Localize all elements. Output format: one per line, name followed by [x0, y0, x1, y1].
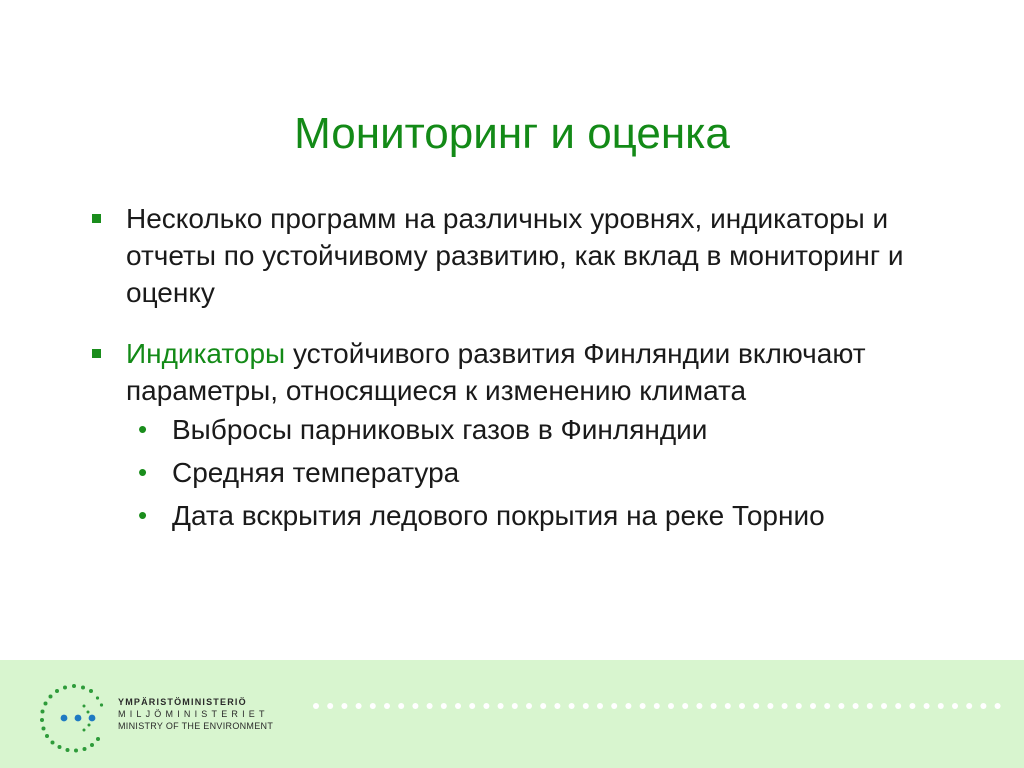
decorative-dot [924, 703, 930, 709]
decorative-dot [526, 703, 532, 709]
decorative-dot [455, 703, 461, 709]
decorative-dot [498, 703, 504, 709]
decorative-dot [767, 703, 773, 709]
decorative-dot [682, 703, 688, 709]
bullet-list [88, 200, 948, 558]
decorative-dot [909, 703, 915, 709]
decorative-dot [739, 703, 745, 709]
decorative-dot [356, 703, 362, 709]
bullet-item-indicators [88, 335, 948, 534]
decorative-dot [966, 703, 972, 709]
decorative-dot [327, 703, 333, 709]
decorative-dot [895, 703, 901, 709]
decorative-dot [483, 703, 489, 709]
decorative-dot [554, 703, 560, 709]
sub-bullet-item [126, 454, 948, 491]
decorative-dot [782, 703, 788, 709]
decorative-dot [853, 703, 859, 709]
decorative-dot [838, 703, 844, 709]
decorative-dot [995, 703, 1001, 709]
square-bullet-icon [92, 349, 101, 358]
decorative-dot [753, 703, 759, 709]
bullet-text: Несколько программ на различных уровнях, индикаторы и отчеты по устойчивому развитию, как вклад в мониторинг и оценку [126, 203, 904, 308]
decorative-dot [597, 703, 603, 709]
decorative-dot [640, 703, 646, 709]
decorative-dot [469, 703, 475, 709]
ministry-name-english: MINISTRY OF THE ENVIRONMENT [118, 721, 274, 731]
decorative-dot [952, 703, 958, 709]
decorative-dot [696, 703, 702, 709]
decorative-dot [668, 703, 674, 709]
sub-bullet-list [126, 411, 948, 534]
dot-bullet-icon: • [138, 414, 148, 444]
decorative-dot [796, 703, 802, 709]
ministry-name [118, 696, 273, 732]
sub-bullet-item [126, 497, 948, 534]
square-bullet-icon [92, 214, 101, 223]
ministry-logo-icon [34, 678, 114, 758]
bullet-highlight: Индикаторы [126, 338, 286, 369]
decorative-dot [711, 703, 717, 709]
decorative-dot [441, 703, 447, 709]
footer-band [0, 660, 1024, 768]
ministry-name-finnish: YMPÄRISTÖMINISTERIÖ [118, 697, 247, 707]
decorative-dot [625, 703, 631, 709]
decorative-dot [427, 703, 433, 709]
decorative-dot [569, 703, 575, 709]
decorative-dot [725, 703, 731, 709]
slide-title: Мониторинг и оценка [294, 109, 730, 158]
decorative-dot [867, 703, 873, 709]
decorative-dot [938, 703, 944, 709]
sub-bullet-text: Дата вскрытия ледового покрытия на реке Торнио [172, 500, 825, 531]
decorative-dot [881, 703, 887, 709]
dot-bullet-icon: • [138, 500, 148, 530]
decorative-dot [654, 703, 660, 709]
decorative-dot-row [312, 701, 1012, 711]
decorative-dot [824, 703, 830, 709]
decorative-dot [398, 703, 404, 709]
decorative-dot [512, 703, 518, 709]
sub-bullet-text: Средняя температура [172, 457, 460, 488]
bullet-text: устойчивого развития Финляндии включают параметры, относящиеся к изменению климата [126, 338, 866, 406]
decorative-dot [540, 703, 546, 709]
decorative-dot [313, 703, 319, 709]
decorative-dot [370, 703, 376, 709]
dot-bullet-icon: • [138, 457, 148, 487]
decorative-dot [583, 703, 589, 709]
decorative-dot [810, 703, 816, 709]
bullet-item-programs [88, 200, 948, 311]
decorative-dot [341, 703, 347, 709]
sub-bullet-item [126, 411, 948, 448]
sub-bullet-text: Выбросы парниковых газов в Финляндии [172, 414, 708, 445]
decorative-dot [384, 703, 390, 709]
ministry-name-swedish: MILJÖMINISTERIET [118, 709, 269, 719]
decorative-dot [980, 703, 986, 709]
decorative-dot [412, 703, 418, 709]
decorative-dot [611, 703, 617, 709]
